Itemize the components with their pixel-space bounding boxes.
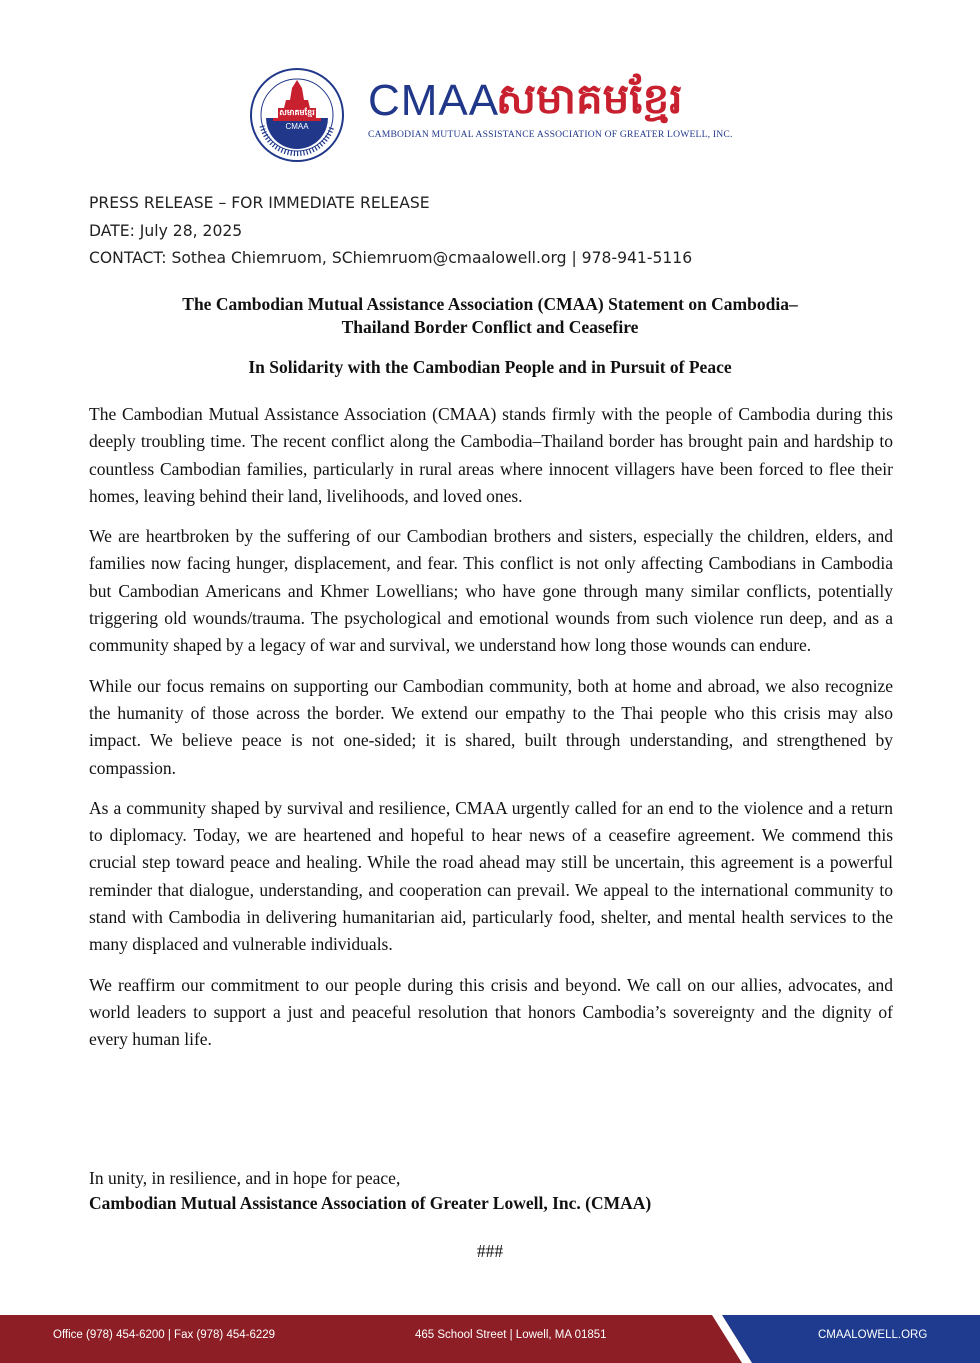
statement-title (60, 293, 920, 339)
closing-line: In unity, in resilience, and in hope for peace, (89, 1168, 401, 1188)
page-footer (0, 1315, 980, 1363)
cmaa-seal-icon (248, 66, 346, 164)
release-date: DATE: July 28, 2025 (89, 221, 243, 240)
release-header (89, 190, 692, 273)
brand-khmer: សមាគមខ្មែរ (496, 74, 683, 123)
title-line-2: Thailand Border Conflict and Ceasefire (341, 317, 639, 337)
cmaa-logo (248, 66, 768, 162)
brand-english: CMAA (368, 76, 500, 125)
paragraph-3: While our focus remains on supporting our Cambodian community, both at home and abroad, we also recognize the humanity of those across the border. We extend our empathy to the Thai people who this crisis may also impact. We believe peace is not one-sided; it is shared, built through understanding, and strengthened by compassion. (89, 675, 893, 778)
brand-subtitle: CAMBODIAN MUTUAL ASSISTANCE ASSOCIATION OF GREATER LOWELL, INC. (368, 129, 733, 140)
closing-block (89, 1166, 651, 1216)
paragraph-4: As a community shaped by survival and resilience, CMAA urgently called for an end to the violence and a return to diplomacy. Today, we are heartened and hopeful to hear news of a ceasefire agreement. We commend this crucial step toward peace and healing. While the road ahead may still be uncertain, this agreement is a powerful reminder that dialogue, understanding, and cooperation can prevail. We appeal to the international community to stand with Cambodia in delivering humanitarian aid, particularly food, shelter, and mental health services to the many displaced and vulnerable individuals. (89, 797, 893, 955)
release-contact: CONTACT: Sothea Chiemruom, SChiemruom@cmaalowell.org | 978-941-5116 (89, 249, 693, 267)
paragraph-1: The Cambodian Mutual Assistance Association (CMAA) stands firmly with the people of Cambodia during this deeply troubling time. The recent conflict along the Cambodia–Thailand border has brought pain and hardship to countless Cambodian families, particularly in rural areas where innocent villagers have been forced to flee their homes, leaving behind their land, livelihoods, and loved ones. (89, 404, 893, 506)
end-mark (0, 1241, 980, 1262)
title-line-1: The Cambodian Mutual Assistance Association (CMAA) Statement on Cambodia– (182, 294, 798, 314)
end-mark-text: ### (476, 1241, 504, 1261)
statement-subtitle: In Solidarity with the Cambodian People and in Pursuit of Peace (248, 357, 732, 377)
seal-cmaa-text: CMAA (285, 122, 309, 131)
release-type: PRESS RELEASE – FOR IMMEDIATE RELEASE (89, 194, 430, 212)
statement-body (89, 401, 893, 1067)
paragraph-2: We are heartbroken by the suffering of our Cambodian brothers and sisters, especially the children, elders, and families now facing hunger, displacement, and fear. This conflict is not only affecting Cambodians in Cambodia but Cambodian Americans and Khmer Lowellians; who have gone through many similar conflicts, potentially triggering old wounds/trauma. The psychological and emotional wounds from such violence run deep, and as a community shaped by a legacy of war and survival, we understand how long those wounds can endure. (89, 526, 893, 656)
seal-khmer-text: សមាគមខ្មែរ (279, 108, 315, 117)
footer-phone: Office (978) 454-6200 | Fax (978) 454-6229 (53, 1329, 276, 1341)
footer-address: 465 School Street | Lowell, MA 01851 (415, 1329, 607, 1341)
paragraph-5: We reaffirm our commitment to our people during this crisis and beyond. We call on our allies, advocates, and world leaders to support a just and peaceful resolution that honors Cambodia’s sovereignty and the dignity of every human life. (89, 974, 893, 1050)
footer-website-link[interactable]: CMAALOWELL.ORG (818, 1329, 928, 1341)
closing-organization: Cambodian Mutual Assistance Association of Greater Lowell, Inc. (CMAA) (89, 1193, 652, 1213)
